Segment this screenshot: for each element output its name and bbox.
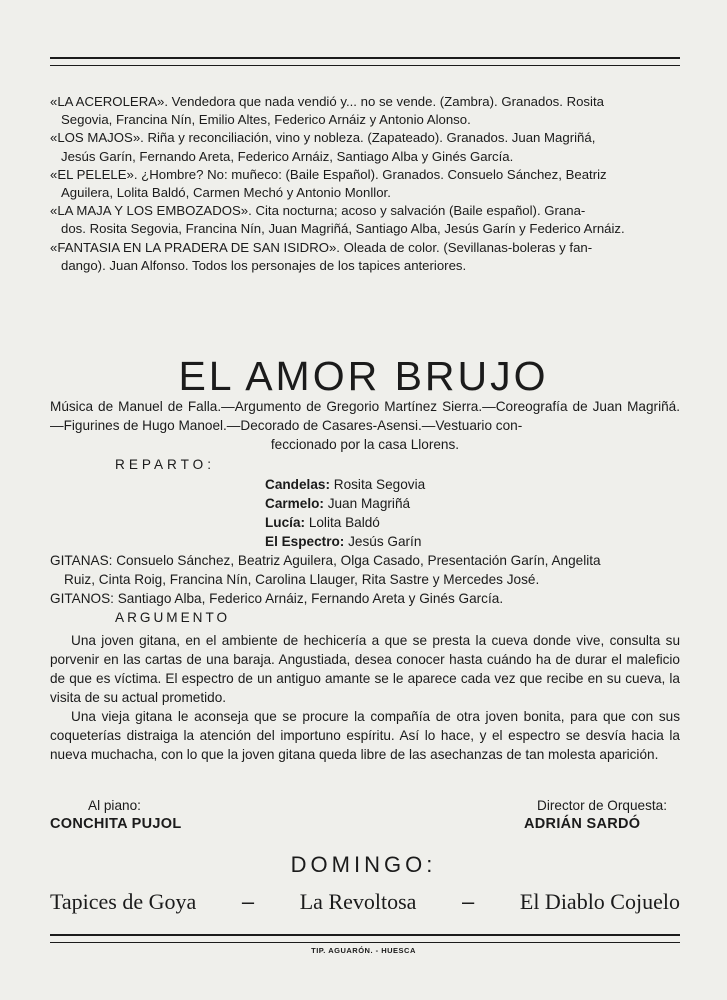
scene-text-continuation: Segovia, Francina Nín, Emilio Altes, Federico Arnáiz y Antonio Alonso. — [61, 112, 471, 128]
sunday-program — [50, 889, 680, 915]
scene-text-continuation: Jesús Garín, Fernando Areta, Federico Arnáiz, Santiago Alba y Ginés García. — [61, 148, 514, 164]
cast-list — [265, 475, 425, 551]
cast-actor: Rosita Segovia — [333, 477, 426, 492]
synopsis-heading: ARGUMENTO — [115, 610, 231, 625]
piano-credit — [50, 797, 181, 833]
scene-text-continuation: dango). Juan Alfonso. Todos los personajes de los tapices anteriores. — [61, 257, 467, 273]
scene-item — [50, 239, 678, 275]
scene-item — [50, 93, 678, 129]
program-work: La Revoltosa — [299, 889, 417, 914]
cast-entry — [265, 494, 425, 513]
cast-actor: Lolita Baldó — [308, 515, 380, 530]
scene-text: «FANTASIA EN LA PRADERA DE SAN ISIDRO». Oleada de color. (Sevillanas-boleras y fan- — [50, 239, 593, 255]
conductor-name: ADRIÁN SARDÓ — [524, 816, 641, 832]
scene-text: «LA MAJA Y LOS EMBOZADOS». Cita nocturna; acoso y salvación (Baile español). Grana- — [50, 203, 586, 219]
conductor-credit — [490, 797, 667, 833]
printer-imprint: TIP. AGUARÓN. - HUESCA — [311, 946, 416, 955]
conductor-label: Director de Orquesta: — [537, 798, 667, 813]
gitanas-text-continuation: Ruiz, Cinta Roig, Francina Nín, Carolina Llauger, Rita Sastre y Mercedes José. — [64, 572, 540, 587]
piano-label: Al piano: — [88, 798, 141, 813]
pianist-name: CONCHITA PUJOL — [50, 816, 182, 832]
scene-text: «LOS MAJOS». Riña y reconciliación, vino y nobleza. (Zapateado). Granados. Juan Magriñá, — [50, 130, 596, 146]
cast-actor: Jesús Garín — [348, 534, 422, 549]
credits-text: Música de Manuel de Falla.—Argumento de Gregorio Martínez Sierra.—Coreografía de Juan Magriñá.—Figurines de Hugo Manoel.—Decorado de Casares-Asensi.—Vestuario con- — [50, 399, 680, 433]
cast-role: Lucía: — [265, 515, 306, 530]
gitanos-ensemble: GITANOS: Santiago Alba, Federico Arnáiz, Fernando Areta y Ginés García. — [50, 591, 504, 606]
cast-role: Candelas: — [265, 477, 330, 492]
ballet-title: EL AMOR BRUJO — [178, 353, 549, 400]
cast-actor: Juan Magriñá — [327, 496, 411, 511]
program-work: Tapices de Goya — [50, 889, 197, 914]
scene-text-continuation: Aguilera, Lolita Baldó, Carmen Mechó y Antonio Monllor. — [61, 185, 391, 201]
program-work: El Diablo Cojuelo — [519, 889, 680, 914]
synopsis-paragraph: Una vieja gitana le aconseja que se procure la compañía de otra joven bonita, para que con sus coqueterías distraiga la atención del importuno espíritu. Así lo hace, y el espectro se desvía hacia la nueva muchacha, con lo que la joven gitana queda libre de las asechanzas de tan molesta aparición. — [50, 709, 680, 762]
bottom-double-rule — [50, 934, 680, 943]
synopsis-paragraph: Una joven gitana, en el ambiente de hechicería a que se presta la cueva donde vive, consulta su porvenir en las cartas de una baraja. Angustiada, desea conocer hasta cuándo ha de durar el maleficio de que es víctima. El espectro de un antiguo amante se le aparece cada vez que recibe en su cueva, la visita de su actual prometido. — [50, 633, 680, 705]
cast-role: El Espectro: — [265, 534, 345, 549]
scene-text-continuation: dos. Rosita Segovia, Francina Nín, Juan Magriñá, Santiago Alba, Jesús Garín y Federico Arnáiz. — [61, 221, 625, 237]
cast-role: Carmelo: — [265, 496, 324, 511]
gitanas-text: GITANAS: Consuelo Sánchez, Beatriz Aguilera, Olga Casado, Presentación Garín, Angelita — [50, 553, 601, 568]
program-separator: – — [462, 889, 475, 914]
scene-text: «EL PELELE». ¿Hombre? No: muñeco: (Baile Español). Granados. Consuelo Sánchez, Beatriz — [50, 166, 607, 182]
credits-text-last-line: feccionado por la casa Llorens. — [270, 437, 460, 452]
scene-item — [50, 202, 678, 238]
program-separator: – — [241, 889, 255, 914]
cast-entry — [265, 475, 425, 494]
scene-item — [50, 129, 678, 165]
gitanas-ensemble — [50, 551, 680, 589]
scene-text: «LA ACEROLERA». Vendedora que nada vendió y... no se vende. (Zambra). Granados. Rosita — [50, 94, 604, 109]
top-double-rule — [50, 57, 680, 66]
cast-heading: REPARTO: — [115, 457, 215, 472]
sunday-heading: DOMINGO: — [290, 852, 437, 877]
synopsis — [50, 631, 680, 764]
goya-tapestries-scene-list — [50, 93, 678, 275]
scene-item — [50, 166, 678, 202]
production-credits — [50, 397, 680, 454]
cast-entry — [265, 532, 425, 551]
cast-entry — [265, 513, 425, 532]
